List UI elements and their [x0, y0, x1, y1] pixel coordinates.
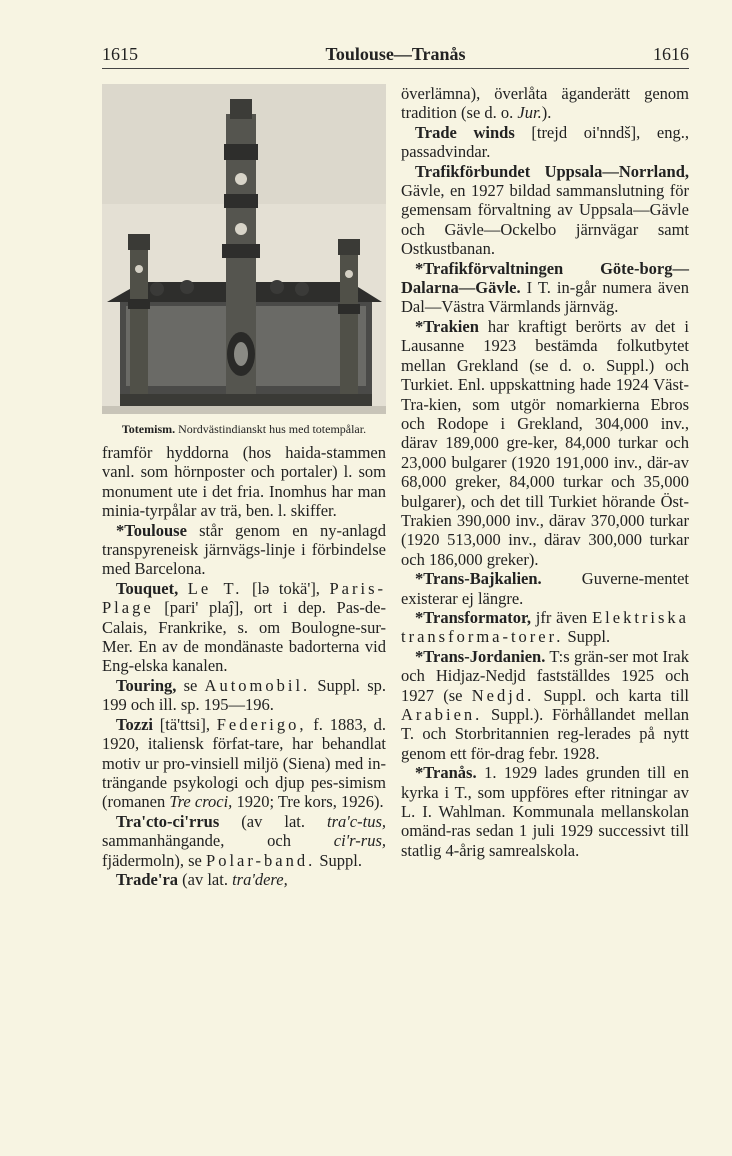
figure-caption	[102, 422, 386, 437]
entry-tradera	[102, 870, 386, 889]
entry-text: Suppl.	[563, 627, 611, 647]
entry-trafikforbundet	[401, 162, 689, 259]
headword-trafikforbundet: Trafikförbundet Uppsala—Norrland,	[415, 161, 689, 181]
entry-totemism-continued: framför hyddorna (hos haida-stammen vanl. som hörnposter och portaler) l. som monument ute i det fria. Inomhus har man minia-tyrpålar av trä, ben. l. skiffer.	[102, 443, 386, 521]
headword-trans-bajkalien: *Trans-Bajkalien.	[415, 569, 542, 589]
entry-trans-bajkalien	[401, 569, 689, 608]
spaced-text: Federigo,	[216, 714, 307, 734]
spaced-text: Automobil.	[204, 675, 311, 695]
entry-text: Suppl.). Förhållandet mellan T. och Storbritannien reg-lerades på nytt genom ett för-drag febr. 1928.	[401, 705, 689, 763]
entry-text: 1. 1929 lades grunden till en kyrka i T., som uppföres efter ritningar av L. I. Wahlman. Kommunala mellanskolan omänd-ras sedan 1 juli 1929 successivt till statlig 4-årig samrealskola.	[401, 763, 689, 860]
entry-tranas	[401, 763, 689, 860]
headword-tracto-cirrus: Tra'cto-ci'rrus	[116, 811, 220, 831]
right-column	[401, 84, 689, 860]
headword-trans-jordanien: *Trans-Jordanien.	[415, 646, 546, 666]
headword-tradera: Trade'ra	[116, 869, 179, 889]
entry-tozzi	[102, 715, 386, 812]
entry-text: I T. in-går numera även Dal—Västra Värmlands järnväg.	[401, 278, 689, 317]
entry-text: [pari' plaĵ], ort i dep. Pas-de-Calais, Frankrike, s. om Boulogne-sur-Mer. En av de mondänaste badorterna vid Eng-elska kanalen.	[102, 598, 386, 676]
italic-text: Tre croci,	[169, 792, 233, 812]
entry-text: Suppl.	[315, 850, 362, 870]
entry-text: T:s grän-ser mot Irak och Hidjaz-Nedjd fastställdes 1925 och 1927 (se	[401, 646, 689, 705]
italic-text: ci'r-rus,	[333, 831, 386, 851]
entry-text: ).	[541, 103, 552, 123]
spaced-text: Arabien.	[401, 705, 483, 724]
entry-text: Gävle, en 1927 bildad sammanslutning för gemensam förvaltning av Uppsala—Gävle och Gävle—Ockelbo järnvägar samt Ostkustbanan.	[401, 181, 689, 259]
entry-toulouse	[102, 521, 386, 579]
italic-text: tra'c-tus,	[327, 811, 386, 831]
entry-text: [tä'ttsi],	[152, 714, 217, 734]
entry-text: (av lat.	[219, 811, 328, 831]
entry-trafikforvaltningen	[401, 259, 689, 317]
entry-text: (av lat.	[178, 869, 233, 889]
entry-tracto-cirrus	[102, 812, 386, 870]
caption-text: Nordvästindianskt hus med totempålar.	[178, 422, 367, 436]
page-number-right: 1616	[653, 44, 689, 64]
italic-text: tra'dere,	[232, 869, 288, 889]
headword-tranas: *Tranås.	[415, 763, 477, 783]
entry-touring	[102, 676, 386, 715]
entry-text: Guverne-mentet existerar ej längre.	[401, 569, 689, 608]
spaced-text: Paris-Plage	[102, 578, 386, 618]
spaced-text: Le T.	[187, 578, 243, 598]
entry-text: [trejd oi'nndš], eng., passadvindar.	[401, 122, 689, 162]
entry-text: sammanhängande, och	[102, 831, 334, 851]
headword-trafikforvaltningen: *Trafikförvaltningen Göte-borg—Dalarna—Gävle.	[401, 258, 689, 298]
entry-trakien	[401, 317, 689, 569]
entry-text: har kraftigt berörts av det i Lausanne 1923 bestämda folkutbytet mellan Grekland (se d. o. Suppl.) och Turkiet. Enl. uppskattning hade 1924 Väst-Tra-kien, som utgör nomarkierna Ebros och Rodope i Grekland, 304,000 inv., därav 189,000 gre-ker, 84,000 turkar och 23,000 bulgarer (1920 191,000 inv., där-av 68,000 greker, 84,000 turkar och 35,000 bulgarer), och det till Turkiet hörande Öst-Trakien 390,000 inv., därav 370,000 turkar (1920 513,000 inv., därav 300,000 turkar och 186,000 greker).	[401, 316, 689, 569]
entry-text: Suppl. sp. 199 och ill. sp. 195—196.	[102, 675, 386, 715]
italic-text: Jur.	[517, 103, 542, 123]
page-number-left: 1615	[102, 44, 138, 64]
entry-trans-jordanien	[401, 647, 689, 763]
entry-text: [lə tokä'],	[242, 578, 330, 598]
entry-text: jfr även	[530, 607, 593, 627]
entry-text: f. 1883, d. 1920, italiensk förfat-tare, har behandlat motiv ur pro-vinsiell miljö (Siena) med in-trängande psykologi och djup pes-simism (romanen	[102, 714, 386, 812]
entry-text: se	[176, 675, 205, 695]
spaced-text: Polar-band.	[206, 850, 316, 870]
entry-text: överlämna), överlåta äganderätt genom tradition (se d. o.	[401, 84, 689, 123]
headword-trakien: *Trakien	[415, 316, 479, 336]
entry-text: Suppl. och karta till	[534, 685, 689, 705]
headword-toulouse: *Toulouse	[116, 520, 187, 540]
headword-touquet: Touquet,	[116, 578, 179, 598]
spaced-text: Nedjd.	[471, 685, 535, 705]
headword-transformator: *Transformator,	[415, 607, 531, 627]
entry-text: står genom en ny-anlagd transpyreneisk järnvägs-linje i förbindelse med Barcelona.	[102, 520, 386, 579]
spaced-text: Elektriska transforma-torer.	[401, 607, 689, 647]
caption-label: Totemism.	[121, 422, 176, 436]
headword-tozzi: Tozzi	[116, 714, 153, 734]
left-column	[102, 84, 386, 889]
entry-trade-winds	[401, 123, 689, 162]
headword-trade-winds: Trade winds	[415, 122, 515, 142]
entry-tradera-continued	[401, 84, 689, 123]
totem-house-photo	[102, 84, 386, 414]
totem-illustration	[102, 84, 386, 414]
running-title: Toulouse—Tranås	[325, 44, 466, 64]
page-header	[102, 44, 689, 69]
entry-transformator	[401, 608, 689, 647]
entry-touquet	[102, 579, 386, 676]
entry-text: fjädermoln), se	[102, 850, 207, 870]
entry-text: 1920; Tre kors, 1926).	[232, 792, 384, 812]
headword-touring: Touring,	[116, 675, 177, 695]
